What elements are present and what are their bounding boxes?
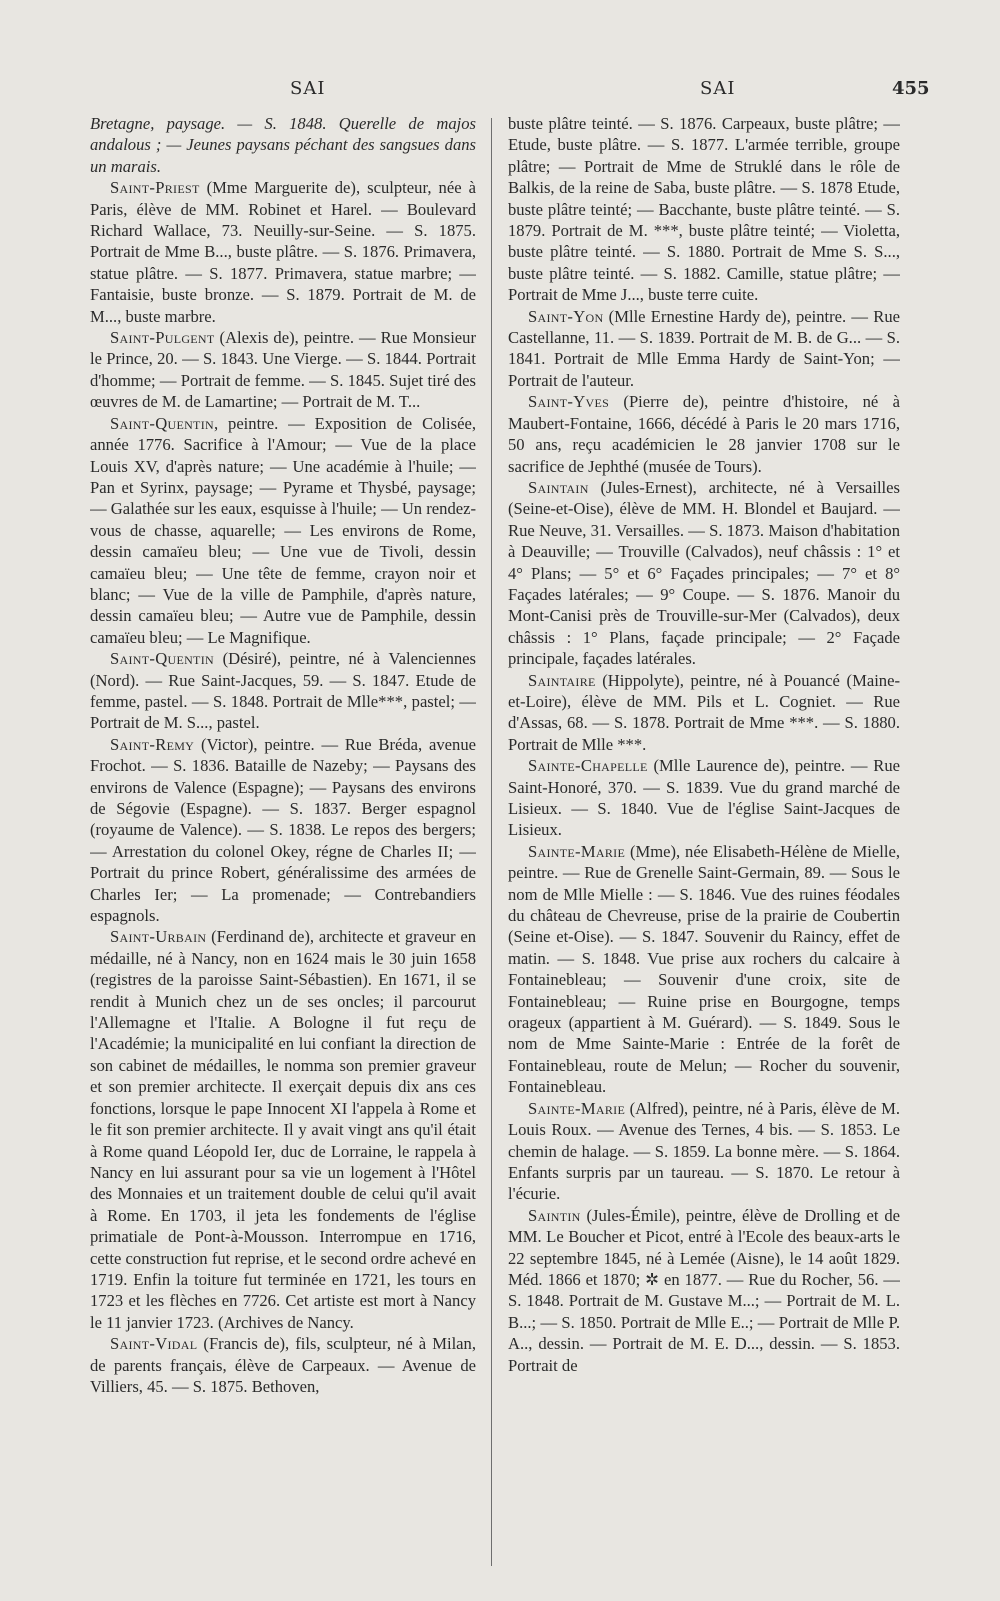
entry-headword: Saintaire <box>528 670 596 690</box>
entry-headword: Sainte-Marie <box>528 841 626 861</box>
dictionary-entry <box>508 1205 900 1376</box>
entry-text: (Jules-Émile), peintre, élève de Drolling et de MM. Le Boucher et Picot, entré à l'Ecole des beaux-arts le 22 septembre 1845, né à Lemée (Aisne), le 14 août 1829. Méd. 1866 et 1870; ✲ en 1877. — Rue du Rocher, 56. — S. 1848. Portrait de M. Gustave M...; — Portrait de M. L. B...; — S. 1850. Portrait de Mlle E..; — Portrait de Mlle P. A.., dessin. — Portrait de M. E. D..., dessin. — S. 1853. Portrait de <box>508 1205 900 1375</box>
dictionary-entry <box>508 670 900 756</box>
entry-headword: Saint-Quentin <box>110 649 214 669</box>
dictionary-entry <box>508 1098 900 1205</box>
dictionary-entry <box>90 734 476 927</box>
entry-text: (Hippolyte), peintre, né à Pouancé (Maine-et-Loire), élève de MM. Pils et L. Cogniet. — Rue d'Assas, 68. — S. 1878. Portrait de Mme ***. — S. 1880. Portrait de Mlle ***. <box>508 670 900 754</box>
left-running-title: SAI <box>290 78 326 99</box>
dictionary-entry <box>90 327 476 413</box>
entry-text: (Jules-Ernest), architecte, né à Versailles (Seine-et-Oise), élève de MM. H. Blondel et Baujard. — Rue Neuve, 31. Versailles. — S. 1873. Maison d'habitation à Deauville; — Trouville (Calvados), neuf châssis : 1° et 4° Plans; — 5° et 6° Façades principales; — 7° et 8° Façades latérales; — 9° Coupe. — S. 1876. Manoir du Mont-Canisi près de Trouville-sur-Mer (Calvados), deux châssis : 1° Plans, façade principale; — 2° Façade principale, façades latérales. <box>508 477 900 669</box>
entry-text: (Victor), peintre. — Rue Bréda, avenue Frochot. — S. 1836. Bataille de Nazeby; — Paysans des environs de Valence (Espagne); — Paysans des environs de Ségovie (Espagne). — S. 1837. Berger espagnol (royaume de Valence). — S. 1838. Le repos des bergers; — Arrestation du colonel Okey, régne de Charles II; — Portrait du prince Robert, généralissime des armées de Charles Ier; — La promenade; — Contrebandiers espagnols. <box>90 734 476 926</box>
entry-headword: Saint-Remy <box>110 734 195 754</box>
entry-headword: Sainte-Chapelle <box>528 756 648 776</box>
dictionary-entry <box>90 926 476 1333</box>
entry-headword: Sainte-Marie <box>528 1098 626 1118</box>
dictionary-entry <box>508 391 900 477</box>
entry-text: (Alexis de), peintre. — Rue Monsieur le Prince, 20. — S. 1843. Une Vierge. — S. 1844. Portrait d'homme; — Portrait de femme. — S. 1845. Sujet tiré des œuvres de M. de Lamartine; — Portrait de M. T... <box>90 328 476 412</box>
entry-text: (Mme Marguerite de), sculpteur, née à Paris, élève de MM. Robinet et Harel. — Boulevard Richard Wallace, 73. Neuilly-sur-Seine. — S. 1875. Portrait de Mme B..., buste plâtre. — S. 1876. Primavera, statue plâtre. — S. 1877. Primavera, statue marbre; — Fantaisie, buste bronze. — S. 1879. Portrait de M. de M..., buste marbre. <box>90 178 476 326</box>
dictionary-entry <box>90 177 476 327</box>
dictionary-entry <box>508 841 900 1098</box>
entry-text: , peintre. — Exposition de Colisée, année 1776. Sacrifice à l'Amour; — Vue de la place Louis XV, d'après nature; — Une académie à l'huile; — Pan et Syrinx, paysage; — Pyrame et Thysbé, paysage; — Galathée sur les eaux, esquisse à l'huile; — Un rendez-vous de chasse, aquarelle; — Les environs de Rome, dessin camaïeu bleu; — Une vue de Tivoli, dessin camaïeu bleu; — Une tête de femme, crayon noir et blanc; — Vue de la ville de Pamphile, d'après nature, dessin camaïeu bleu; — Autre vue de Pamphile, dessin camaïeu bleu; — Le Magnifique. <box>90 413 476 647</box>
dictionary-entry <box>90 413 476 648</box>
entry-text: buste plâtre teinté. — S. 1876. Carpeaux, buste plâtre; — Etude, buste plâtre. — S. 1877. L'armée terrible, groupe plâtre; — Portrait de Mme de Struklé dans le rôle de Balkis, de la reine de Saba, buste plâtre. — S. 1878 Etude, buste plâtre teinté; — Bacchante, buste plâtre teinté. — S. 1879. Portrait de M. ***, buste plâtre teinté; — Violetta, buste plâtre teinté. — S. 1880. Portrait de Mme S. S..., buste plâtre teinté. — S. 1882. Camille, statue plâtre; — Portrait de Mme J..., buste terre cuite. <box>508 114 900 305</box>
dictionary-entry <box>508 755 900 841</box>
entry-italic-text: Bretagne, paysage. — S. 1848. Querelle de majos andalous ; — Jeunes paysans péchant des sangsues dans un marais. <box>90 114 476 176</box>
entry-text: (Mme), née Elisabeth-Hélène de Mielle, peintre. — Rue de Grenelle Saint-Germain, 89. — Sous le nom de Mlle Mielle : — S. 1846. Vue des ruines féodales du château de Chevreuse, prise de la prairie de Coubertin (Seine et-Oise). — S. 1847. Souvenir du Raincy, effet de matin. — S. 1848. Vue prise aux rochers du calcaire à Fontainebleau; — Souvenir d'une croix, site de Fontainebleau; — Ruine prise en Bourgogne, temps orageux (appartient à M. Guérard). — S. 1849. Sous le nom de Mme Sainte-Marie : Entrée de la forêt de Fontainebleau, route de Melun; — Rocher du souvenir, Fontainebleau. <box>508 841 900 1097</box>
dictionary-entry <box>90 1333 476 1397</box>
left-column <box>90 113 476 1583</box>
entry-headword: Saint-Yves <box>528 392 610 412</box>
entry-headword: Saint-Pulgent <box>110 328 215 348</box>
running-head <box>0 78 1000 104</box>
entry-text: (Pierre de), peintre d'histoire, né à Maubert-Fontaine, 1666, décédé à Paris le 20 mars 1716, 50 ans, reçu académicien le 28 janvier 1708 sur le sacrifice de Jephthé (musée de Tours). <box>508 392 900 476</box>
dictionary-entry <box>508 477 900 670</box>
entry-text: (Francis de), fils, sculpteur, né à Milan, de parents français, élève de Carpeaux. — Avenue de Villiers, 45. — S. 1875. Bethoven, <box>90 1334 476 1396</box>
entry-headword: Saint-Quentin <box>110 413 214 433</box>
right-column <box>508 113 900 1583</box>
entry-text: (Alfred), peintre, né à Paris, élève de M. Louis Roux. — Avenue des Ternes, 4 bis. — S. 1853. Le chemin de halage. — S. 1859. La bonne mère. — S. 1864. Enfants surpris par un taureau. — S. 1870. Le retour à l'écurie. <box>508 1098 900 1204</box>
dictionary-entry <box>508 306 900 392</box>
dictionary-entry <box>508 113 900 306</box>
entry-text: (Mlle Laurence de), peintre. — Rue Saint-Honoré, 370. — S. 1839. Vue du grand marché de Lisieux. — S. 1840. Vue de l'église Saint-Jacques de Lisieux. <box>508 756 900 840</box>
entry-headword: Saint-Urbain <box>110 927 207 947</box>
entry-headword: Saintin <box>528 1205 581 1225</box>
entry-headword: Saintain <box>528 477 589 497</box>
entry-text: (Ferdinand de), architecte et graveur en médaille, né à Nancy, non en 1624 mais le 30 juin 1658 (registres de la paroisse Saint-Sébastien). En 1671, il se rendit à Munich chez un de ses oncles; il parcourut l'Allemagne et l'Italie. A Bologne il fut reçu de l'Académie; la municipalité en lui confiant la direction de son cabinet de médailles, le nomma son premier graveur et son premier architecte. Il exerçait depuis dix ans ces fonctions, lorsque le pape Innocent XI l'appela à Rome et le fit son premier architecte. Il y avait vingt ans qu'il était à Rome quand Léopold Ier, duc de Lorraine, le rappela à Nancy en lui assurant pour sa vie un logement à l'Hôtel des Monnaies et un traitement double de celui qu'il avait à Rome. En 1703, il jeta les fondements de l'église primatiale de Pont-à-Mousson. Interrompue en 1716, cette construction fut reprise, et le second ordre achevé en 1719. Enfin la toiture fut terminée en 1721, les tours en 1723 et les flèches en 7726. Cet artiste est mort à Nancy le 11 janvier 1723. (Archives de Nancy. <box>90 927 476 1332</box>
entry-headword: Saint-Vidal <box>110 1334 198 1354</box>
page-number: 455 <box>892 78 930 99</box>
dictionary-entry <box>90 113 476 177</box>
column-divider <box>491 118 492 1566</box>
right-running-title: SAI <box>700 78 736 99</box>
entry-text: (Désiré), peintre, né à Valenciennes (Nord). — Rue Saint-Jacques, 59. — S. 1847. Etude de femme, pastel. — S. 1848. Portrait de Mlle***, pastel; — Portrait de M. S..., pastel. <box>90 649 476 733</box>
entry-headword: Saint-Yon <box>528 306 604 326</box>
entry-text: (Mlle Ernestine Hardy de), peintre. — Rue Castellanne, 11. — S. 1839. Portrait de M. B. de G... — S. 1841. Portrait de Mlle Emma Hardy de Saint-Yon; — Portrait de l'auteur. <box>508 306 900 390</box>
entry-headword: Saint-Priest <box>110 178 200 198</box>
dictionary-entry <box>90 648 476 734</box>
